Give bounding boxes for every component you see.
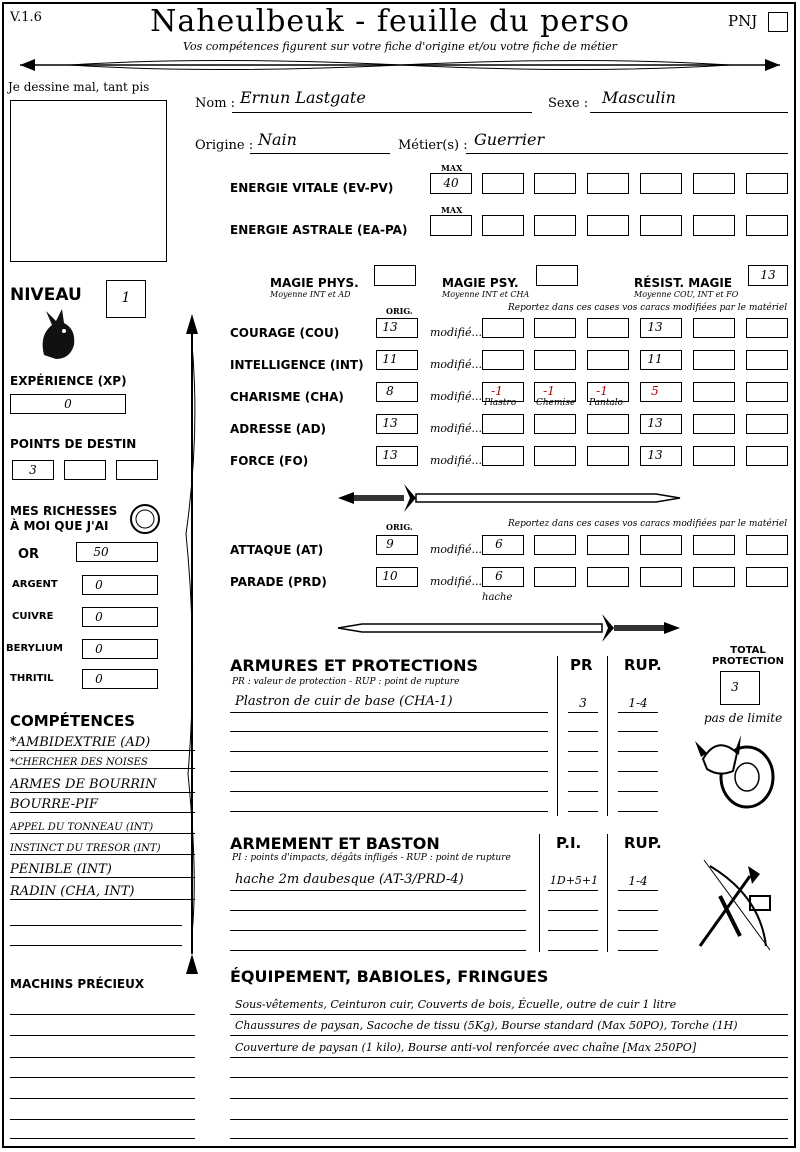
equipement-row-line[interactable] — [230, 1014, 788, 1015]
pnj-label: PNJ — [728, 12, 758, 30]
competences-title: COMPÉTENCES — [10, 712, 136, 730]
armures-col-rup: RUP. — [624, 656, 662, 674]
competence-item[interactable]: PÉNIBLE (INT) — [10, 862, 195, 878]
combat-modifie-label: modifié... — [430, 543, 482, 556]
carac-label: COURAGE (COU) — [230, 326, 340, 340]
pnj-checkbox[interactable] — [768, 12, 788, 32]
magie-phys-box[interactable] — [374, 265, 416, 286]
carac-mod-box[interactable] — [693, 414, 735, 434]
armure-pr-line[interactable] — [568, 771, 598, 772]
experience-value: 0 — [64, 397, 72, 411]
or-label: OR — [18, 547, 40, 562]
equipement-row-line[interactable] — [230, 1077, 788, 1078]
arme-row-pi[interactable]: 1D+5+1 — [549, 874, 599, 887]
carac-orig-value: 13 — [382, 448, 398, 462]
combat-mod-box[interactable] — [587, 567, 629, 587]
energy-box[interactable] — [746, 215, 788, 236]
carac-mod-box[interactable] — [587, 414, 629, 434]
ev-label: ENERGIE VITALE (EV-PV) — [230, 181, 394, 195]
nom-value[interactable]: Ernun Lastgate — [240, 88, 366, 107]
carac-mod-box[interactable] — [746, 318, 788, 338]
portrait-box[interactable] — [10, 100, 167, 262]
carac-mod-box[interactable] — [534, 446, 576, 466]
dragon-icon — [34, 305, 82, 363]
competence-item[interactable]: RADIN (CHA, INT) — [10, 884, 195, 900]
caracs-orig-label: ORIG. — [386, 306, 413, 316]
armure-rup-line[interactable] — [618, 771, 658, 772]
arme-rup-line[interactable] — [618, 910, 658, 911]
armure-rup-line[interactable] — [618, 751, 658, 752]
carac-mod-box[interactable] — [482, 350, 524, 370]
machins-row-line[interactable] — [10, 1035, 195, 1036]
ea-box[interactable] — [430, 215, 472, 236]
machins-title: MACHINS PRÉCIEUX — [10, 977, 145, 991]
ev-value: 40 — [443, 176, 459, 190]
combat-mod-value: 6 — [495, 569, 503, 583]
berylium-value: 0 — [95, 642, 103, 656]
metier-value[interactable]: Guerrier — [474, 130, 545, 149]
armure-rup-line[interactable] — [618, 791, 658, 792]
carac-mod-box[interactable] — [587, 350, 629, 370]
carac-mod-box[interactable] — [482, 446, 524, 466]
carac-mod-box[interactable] — [693, 318, 735, 338]
coin-icon — [128, 502, 162, 536]
carac-mod-box[interactable] — [693, 446, 735, 466]
carac-orig-value: 13 — [382, 320, 398, 334]
carac-mod-value: -1 — [491, 384, 503, 398]
argent-label: ARGENT — [12, 579, 58, 590]
armement-col-pi: P.I. — [556, 834, 582, 852]
nom-label: Nom : — [195, 96, 236, 111]
equipement-title: ÉQUIPEMENT, BABIOLES, FRINGUES — [230, 967, 549, 986]
magie-psy-label: MAGIE PSY. — [442, 276, 519, 290]
carac-label: INTELLIGENCE (INT) — [230, 358, 364, 372]
carac-modifie-label: modifié... — [430, 358, 482, 371]
combat-label: ATTAQUE (AT) — [230, 543, 324, 557]
arme-pi-line[interactable] — [548, 930, 598, 931]
carac-mod-box[interactable] — [534, 414, 576, 434]
resist-magie-note: Moyenne COU, INT et FO — [634, 290, 739, 299]
caracs-note: Reportez dans ces cases vos caracs modifiées par le matériel — [508, 303, 788, 313]
subtitle: Vos compétences figurent sur votre fiche d'origine et/ou votre fiche de métier — [183, 40, 617, 53]
armure-row-line[interactable] — [230, 731, 548, 732]
sexe-field-line — [590, 112, 788, 113]
combat-orig-value: 10 — [382, 569, 398, 583]
armement-col-rup: RUP. — [624, 834, 662, 852]
ea-max-label: MAX — [441, 205, 463, 215]
carac-label: FORCE (FO) — [230, 454, 309, 468]
carac-mod-box[interactable] — [746, 414, 788, 434]
arme-rup-line[interactable] — [618, 950, 658, 951]
resist-magie-label: RÉSIST. MAGIE — [634, 276, 733, 290]
richesses-label: MES RICHESSES À MOI QUE J'AI — [10, 504, 118, 533]
carac-modifie-label: modifié... — [430, 326, 482, 339]
armure-row-rup[interactable]: 1-4 — [628, 696, 648, 710]
armure-row-name[interactable]: Plastron de cuir de base (CHA-1) — [235, 694, 453, 709]
armure-row-line[interactable] — [230, 751, 548, 752]
origine-field-line — [250, 153, 390, 154]
carac-cha-note: Plastro — [484, 398, 517, 408]
equipement-row-line[interactable] — [230, 1098, 788, 1099]
carac-mod-value: 11 — [647, 352, 663, 366]
armement-divider-1 — [539, 834, 540, 952]
total-protection-label: TOTAL PROTECTION — [712, 645, 784, 667]
armure-pr-line[interactable] — [568, 712, 598, 713]
origine-value[interactable]: Nain — [258, 130, 297, 149]
sword-icon — [336, 478, 682, 518]
armure-row-line[interactable] — [230, 771, 548, 772]
armement-title: ARMEMENT ET BASTON — [230, 834, 440, 853]
combat-orig-label: ORIG. — [386, 522, 413, 532]
combat-mod-box[interactable] — [534, 535, 576, 555]
carac-cha-note: Pantalo — [589, 398, 624, 408]
combat-mod-box[interactable] — [587, 535, 629, 555]
energy-box[interactable] — [587, 173, 629, 194]
competence-item[interactable]: APPEL DU TONNEAU (INT) — [10, 822, 195, 834]
machins-row-line[interactable] — [10, 1077, 195, 1078]
carac-mod-value: 5 — [651, 384, 659, 398]
carac-label: ADRESSE (AD) — [230, 422, 327, 436]
energy-box[interactable] — [640, 173, 682, 194]
carac-mod-box[interactable] — [587, 318, 629, 338]
armure-row-line[interactable] — [230, 811, 548, 812]
version-label: V.1.6 — [10, 10, 42, 25]
arme-row-line[interactable] — [230, 890, 526, 891]
or-value: 50 — [93, 545, 109, 559]
energy-box[interactable] — [640, 215, 682, 236]
niveau-value: 1 — [121, 290, 131, 306]
weapons-icon — [690, 856, 780, 956]
competence-empty-line[interactable] — [10, 925, 182, 926]
equipement-row-line[interactable] — [230, 1035, 788, 1036]
machins-row-line[interactable] — [10, 1138, 195, 1139]
ea-label: ENERGIE ASTRALE (EA-PA) — [230, 223, 408, 237]
energy-box[interactable] — [693, 215, 735, 236]
destin-value-1: 3 — [29, 463, 37, 477]
competence-empty-line[interactable] — [10, 945, 182, 946]
carac-mod-box[interactable] — [693, 382, 735, 402]
carac-orig-value: 11 — [382, 352, 398, 366]
carac-mod-value: -1 — [543, 384, 555, 398]
arme-row-line[interactable] — [230, 910, 526, 911]
armure-row-pr[interactable]: 3 — [579, 696, 587, 710]
machins-row-line[interactable] — [10, 1098, 195, 1099]
carac-orig-value: 8 — [386, 384, 394, 398]
total-protection-note: pas de limite — [704, 711, 783, 725]
carac-modifie-label: modifié... — [430, 454, 482, 467]
magie-phys-note: Moyenne INT et AD — [270, 290, 351, 299]
combat-label: PARADE (PRD) — [230, 575, 327, 589]
experience-label: EXPÉRIENCE (XP) — [10, 374, 127, 388]
equipement-row-line[interactable] — [230, 1057, 788, 1058]
competence-item[interactable]: BOURRE-PIF — [10, 797, 195, 813]
carac-mod-box[interactable] — [746, 382, 788, 402]
energy-box[interactable] — [482, 173, 524, 194]
armures-divider-1 — [557, 656, 558, 816]
carac-mod-box[interactable] — [482, 414, 524, 434]
energy-box[interactable] — [746, 173, 788, 194]
carac-mod-value: 13 — [647, 320, 663, 334]
carac-orig-value: 13 — [382, 416, 398, 430]
combat-orig-value: 9 — [386, 537, 394, 551]
berylium-label: BERYLIUM — [6, 643, 64, 654]
magie-psy-note: Moyenne INT et CHA — [442, 290, 530, 299]
carac-mod-value: -1 — [596, 384, 608, 398]
machins-row-line[interactable] — [10, 1014, 195, 1015]
carac-mod-box[interactable] — [746, 446, 788, 466]
resist-magie-value: 13 — [760, 268, 776, 282]
cuivre-label: CUIVRE — [12, 611, 54, 622]
energy-box[interactable] — [587, 215, 629, 236]
metier-label: Métier(s) : — [398, 138, 468, 153]
armement-divider-2 — [607, 834, 608, 952]
equipement-line[interactable]: Couverture de paysan (1 kilo), Bourse anti-vol renforcée avec chaîne [Max 250PO] — [235, 1041, 697, 1054]
machins-row-line[interactable] — [10, 1119, 195, 1120]
carac-mod-box[interactable] — [534, 350, 576, 370]
arme-pi-line[interactable] — [548, 950, 598, 951]
armure-rup-line[interactable] — [618, 712, 658, 713]
ev-max-label: MAX — [441, 163, 463, 173]
page-title: Naheulbeuk - feuille du perso — [150, 4, 630, 39]
carac-mod-value: 13 — [647, 448, 663, 462]
carac-mod-box[interactable] — [693, 350, 735, 370]
armure-pr-line[interactable] — [568, 811, 598, 812]
carac-modifie-label: modifié... — [430, 390, 482, 403]
carac-label: CHARISME (CHA) — [230, 390, 344, 404]
competence-item[interactable]: *AMBIDEXTRIE (AD) — [10, 735, 195, 751]
thritil-value: 0 — [95, 672, 103, 686]
armure-row-line[interactable] — [230, 791, 548, 792]
carac-cha-note: Chemise — [536, 398, 576, 408]
carac-mod-box[interactable] — [587, 446, 629, 466]
competence-item[interactable]: *CHERCHER DES NOISES — [10, 757, 195, 769]
arme-rup-line[interactable] — [618, 930, 658, 931]
sexe-value[interactable]: Masculin — [602, 88, 676, 107]
metier-field-line — [466, 153, 788, 154]
arme-pi-line[interactable] — [548, 890, 598, 891]
armure-rup-line[interactable] — [618, 731, 658, 732]
carac-modifie-label: modifié... — [430, 422, 482, 435]
thritil-label: THRITIL — [10, 673, 54, 684]
helmet-shield-icon — [695, 727, 780, 812]
arme-row-rup[interactable]: 1-4 — [628, 874, 648, 888]
carac-mod-box[interactable] — [746, 350, 788, 370]
armure-pr-line[interactable] — [568, 791, 598, 792]
nom-field-line — [232, 112, 532, 113]
spear-divider-icon — [10, 54, 790, 76]
combat-modifie-label: modifié... — [430, 575, 482, 588]
arme-row-line[interactable] — [230, 950, 526, 951]
combat-mod-box[interactable] — [746, 535, 788, 555]
magie-phys-label: MAGIE PHYS. — [270, 276, 359, 290]
combat-mod-box[interactable] — [746, 567, 788, 587]
cuivre-value: 0 — [95, 610, 103, 624]
arme-row-line[interactable] — [230, 930, 526, 931]
armure-row-line[interactable] — [230, 712, 548, 713]
equipement-row-line[interactable] — [230, 1138, 788, 1139]
argent-value: 0 — [95, 578, 103, 592]
combat-mod-box[interactable] — [640, 567, 682, 587]
armures-divider-2 — [607, 656, 608, 816]
competence-item[interactable]: INSTINCT DU TRESOR (INT) — [10, 843, 195, 855]
combat-mod-box[interactable] — [534, 567, 576, 587]
arme-pi-line[interactable] — [548, 910, 598, 911]
energy-box[interactable] — [482, 215, 524, 236]
carac-mod-value: 13 — [647, 416, 663, 430]
armure-pr-line[interactable] — [568, 731, 598, 732]
destin-box-2[interactable] — [64, 460, 106, 480]
destin-label: POINTS DE DESTIN — [10, 437, 137, 451]
carac-mod-box[interactable] — [534, 318, 576, 338]
energy-box[interactable] — [534, 215, 576, 236]
combat-note: Reportez dans ces cases vos caracs modifiées par le matériel — [508, 519, 788, 529]
energy-box[interactable] — [534, 173, 576, 194]
niveau-label: NIVEAU — [10, 285, 82, 305]
armures-title: ARMURES ET PROTECTIONS — [230, 656, 478, 675]
armement-subtitle: PI : points d'impacts, dégâts infligés - RUP : point de rupture — [232, 853, 511, 863]
armures-col-pr: PR — [570, 656, 593, 674]
equipement-line[interactable]: Sous-vêtements, Ceinturon cuir, Couverts de bois, Écuelle, outre de cuir 1 litre — [235, 998, 677, 1011]
sword-icon-2 — [336, 608, 682, 648]
total-protection-value: 3 — [731, 680, 739, 694]
competence-item[interactable]: ARMES DE BOURRIN — [10, 777, 195, 793]
origine-label: Origine : — [195, 138, 254, 153]
carac-mod-box[interactable] — [482, 318, 524, 338]
sexe-label: Sexe : — [548, 96, 589, 111]
arme-rup-line[interactable] — [618, 890, 658, 891]
armure-pr-line[interactable] — [568, 751, 598, 752]
armure-rup-line[interactable] — [618, 811, 658, 812]
armures-subtitle: PR : valeur de protection - RUP : point de rupture — [232, 677, 460, 687]
destin-box-3[interactable] — [116, 460, 158, 480]
arme-row-name[interactable]: hache 2m daubesque (AT-3/PRD-4) — [235, 872, 464, 887]
combat-mod-box[interactable] — [693, 535, 735, 555]
equipement-row-line[interactable] — [230, 1119, 788, 1120]
machins-row-line[interactable] — [10, 1057, 195, 1058]
portrait-caption: Je dessine mal, tant pis — [8, 80, 150, 94]
combat-weapon-note: hache — [482, 592, 513, 603]
combat-mod-box[interactable] — [693, 567, 735, 587]
equipement-line[interactable]: Chaussures de paysan, Sacoche de tissu (5Kg), Bourse standard (Max 50PO), Torche (1H) — [235, 1019, 738, 1032]
combat-mod-box[interactable] — [640, 535, 682, 555]
energy-box[interactable] — [693, 173, 735, 194]
magie-psy-box[interactable] — [536, 265, 578, 286]
combat-mod-value: 6 — [495, 537, 503, 551]
